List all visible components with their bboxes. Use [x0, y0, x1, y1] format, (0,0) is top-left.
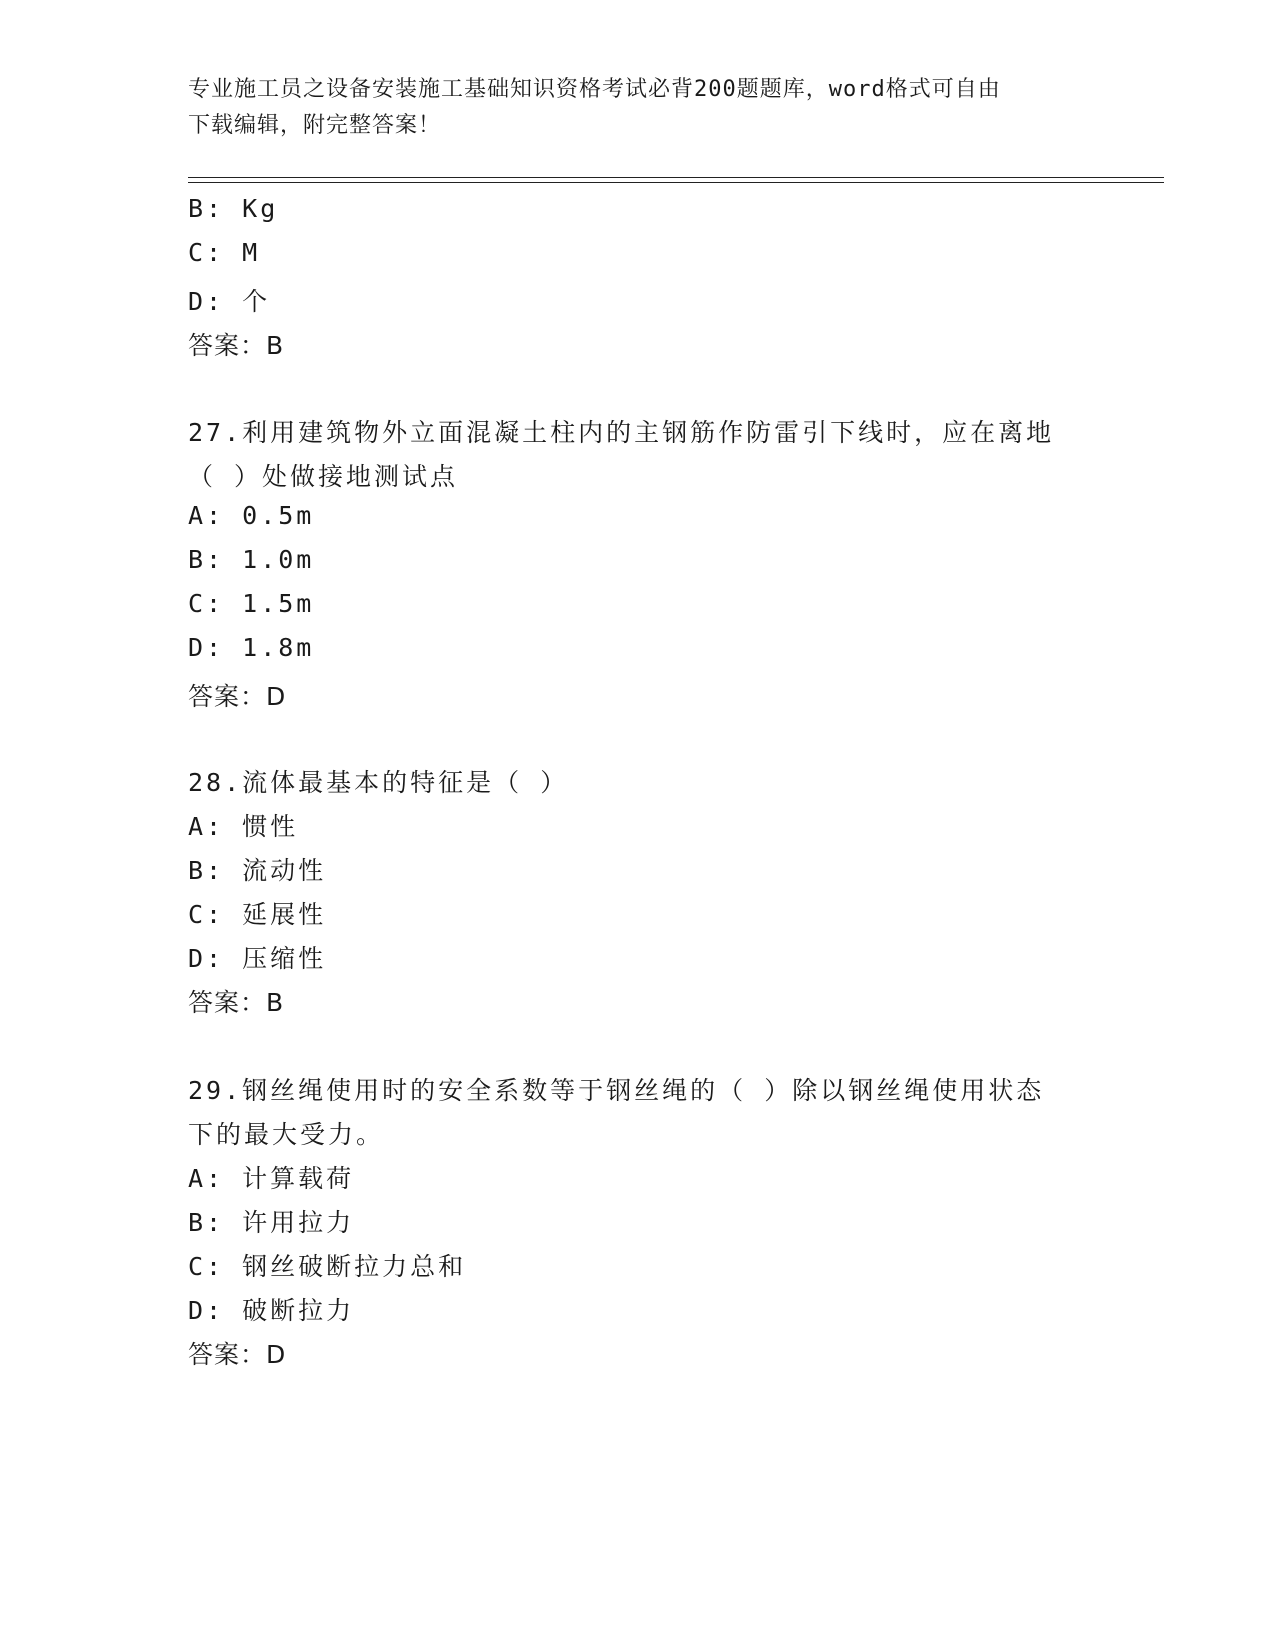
- header-line-2: 下载编辑，附完整答案！: [188, 113, 442, 138]
- q29-option-a: A: 计算载荷: [188, 1164, 355, 1193]
- q26-option-c: C: M: [188, 238, 261, 267]
- q29-option-d: D: 破断拉力: [188, 1296, 355, 1325]
- document-header: [188, 72, 1088, 144]
- q29-option-b: B: 许用拉力: [188, 1208, 355, 1237]
- q27-option-b: B: 1.0m: [188, 545, 315, 574]
- q29-stem-line-2: 下的最大受力。: [188, 1120, 385, 1149]
- q27-stem-line-1: 27.利用建筑物外立面混凝土柱内的主钢筋作防雷引下线时，应在离地: [188, 418, 1055, 447]
- q28-option-d: D: 压缩性: [188, 944, 327, 973]
- q28-answer: 答案：B: [188, 988, 285, 1017]
- q28-option-c: C: 延展性: [188, 900, 327, 929]
- q28-stem-line-1: 28.流体最基本的特征是（ ）: [188, 768, 569, 797]
- q28-option-b: B: 流动性: [188, 856, 327, 885]
- header-line-1: 专业施工员之设备安装施工基础知识资格考试必背200题题库，word格式可自由: [188, 77, 1001, 102]
- q27-option-c: C: 1.5m: [188, 589, 315, 618]
- q27-answer: 答案：D: [188, 682, 287, 711]
- q28-option-a: A: 惯性: [188, 812, 299, 841]
- q27-option-d: D: 1.8m: [188, 633, 315, 662]
- q29-stem-line-1: 29.钢丝绳使用时的安全系数等于钢丝绳的（ ）除以钢丝绳使用状态: [188, 1076, 1045, 1105]
- q26-option-d: D: 个: [188, 287, 271, 316]
- q29-answer: 答案：D: [188, 1340, 287, 1369]
- q27-stem-line-2: （ ）处做接地测试点: [188, 462, 459, 491]
- q26-answer: 答案：B: [188, 331, 285, 360]
- header-divider-bottom: [188, 182, 1164, 183]
- q29-option-c: C: 钢丝破断拉力总和: [188, 1252, 467, 1281]
- header-divider-top: [188, 177, 1164, 178]
- q26-option-b: B: Kg: [188, 194, 279, 223]
- q27-option-a: A: 0.5m: [188, 501, 315, 530]
